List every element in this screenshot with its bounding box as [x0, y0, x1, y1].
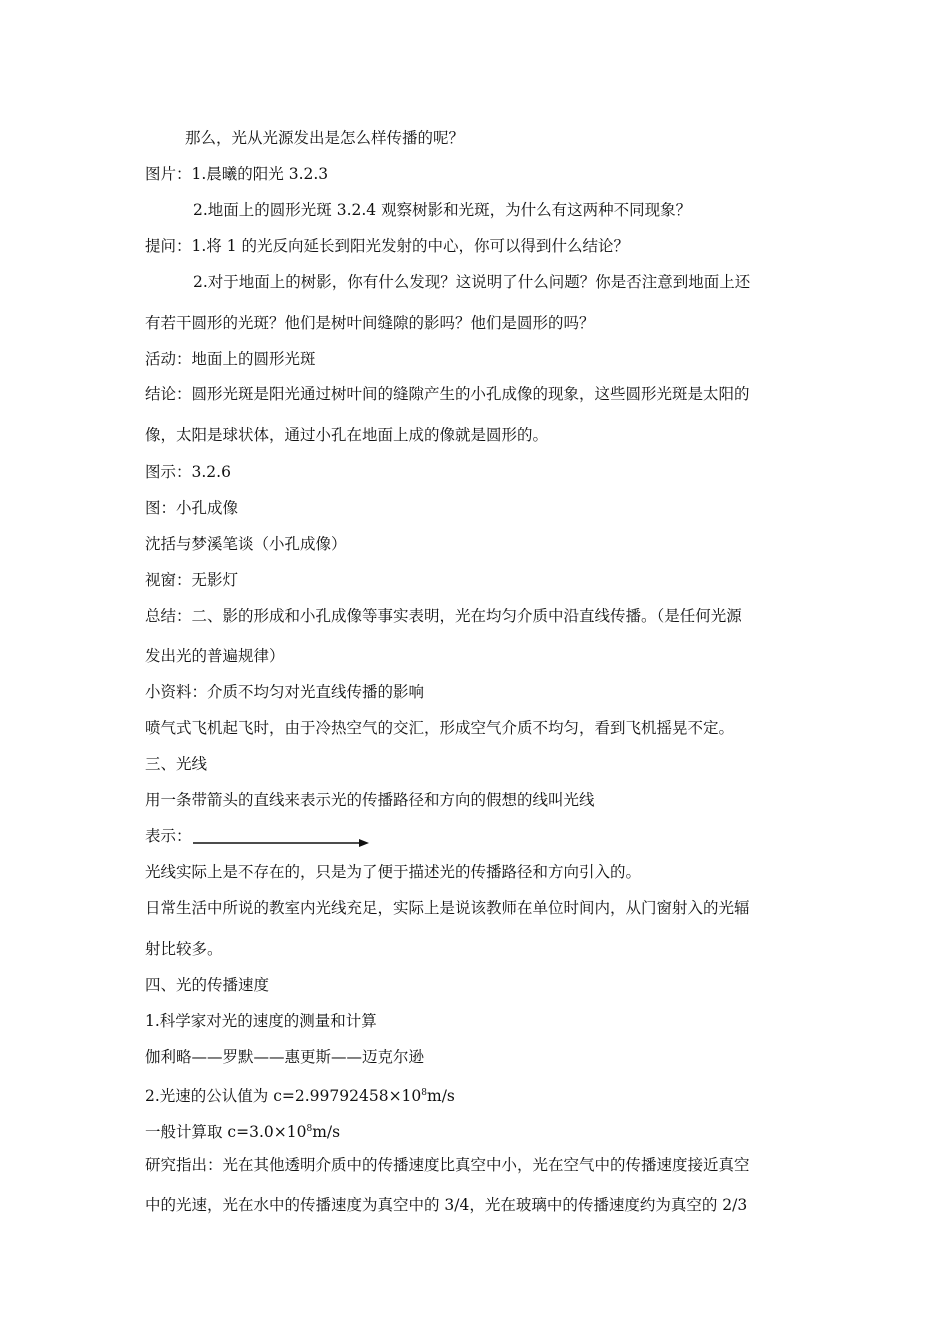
light-ray-arrow-icon	[193, 838, 369, 848]
speed-approx-unit: m/s	[312, 1123, 341, 1141]
text-line: 像，太阳是球状体，通过小孔在地面上成的像就是圆形的。	[145, 426, 549, 444]
speed-of-light-exact	[145, 1083, 455, 1106]
text-line: 提问：1.将 1 的光反向延长到阳光发射的中心，你可以得到什么结论？	[145, 237, 630, 255]
text-line: 图示：3.2.6	[145, 463, 231, 481]
speed-approx-exponent: 8	[306, 1124, 313, 1134]
text-line: 2.地面上的圆形光斑 3.2.4 观察树影和光斑，为什么有这两种不同现象？	[193, 201, 692, 219]
text-line: 图片：1.晨曦的阳光 3.2.3	[145, 165, 329, 183]
speed-exact-unit: m/s	[427, 1087, 455, 1105]
text-line: 结论：圆形光斑是阳光通过树叶间的缝隙产生的小孔成像的现象，这些圆形光斑是太阳的	[145, 385, 750, 403]
speed-exact-exponent: 8	[421, 1088, 428, 1098]
text-line: 光线实际上是不存在的，只是为了便于描述光的传播路径和方向引入的。	[145, 863, 642, 881]
speed-exact-prefix: 2.光速的公认值为 c=2.99792458×10	[145, 1087, 422, 1105]
text-line: 活动：地面上的圆形光斑	[145, 350, 316, 368]
text-line: 研究指出：光在其他透明介质中的传播速度比真空中小，光在空气中的传播速度接近真空	[145, 1156, 750, 1174]
text-line: 图：小孔成像	[145, 499, 239, 517]
text-line: 有若干圆形的光斑？他们是树叶间缝隙的影吗？他们是圆形的吗？	[145, 314, 595, 332]
speed-approx-prefix: 一般计算取 c=3.0×10	[145, 1123, 307, 1141]
text-line: 中的光速，光在水中的传播速度为真空中的 3/4，光在玻璃中的传播速度约为真空的 2/3	[145, 1196, 748, 1214]
text-line: 那么，光从光源发出是怎么样传播的呢？	[185, 129, 465, 147]
text-line: 小资料：介质不均匀对光直线传播的影响	[145, 683, 425, 701]
text-line: 伽利略——罗默——惠更斯——迈克尔逊	[145, 1048, 425, 1066]
speed-of-light-approx	[145, 1119, 340, 1142]
section-heading: 四、光的传播速度	[145, 976, 270, 994]
text-line: 用一条带箭头的直线来表示光的传播路径和方向的假想的线叫光线	[145, 791, 595, 809]
text-line: 表示：	[145, 827, 192, 845]
text-line: 总结：二、影的形成和小孔成像等事实表明，光在均匀介质中沿直线传播。（是任何光源	[145, 607, 742, 625]
text-line: 视窗：无影灯	[145, 571, 239, 589]
text-line: 射比较多。	[145, 940, 223, 958]
text-line: 发出光的普遍规律）	[145, 647, 285, 665]
section-heading: 三、光线	[145, 755, 208, 773]
text-line: 沈括与梦溪笔谈（小孔成像）	[145, 535, 347, 553]
text-line: 日常生活中所说的教室内光线充足，实际上是说该教师在单位时间内，从门窗射入的光辐	[145, 899, 750, 917]
text-line: 2.对于地面上的树影，你有什么发现？这说明了什么问题？你是否注意到地面上还	[193, 273, 751, 291]
text-line: 喷气式飞机起飞时，由于冷热空气的交汇，形成空气介质不均匀，看到飞机摇晃不定。	[145, 719, 735, 737]
text-line: 1.科学家对光的速度的测量和计算	[145, 1012, 377, 1030]
